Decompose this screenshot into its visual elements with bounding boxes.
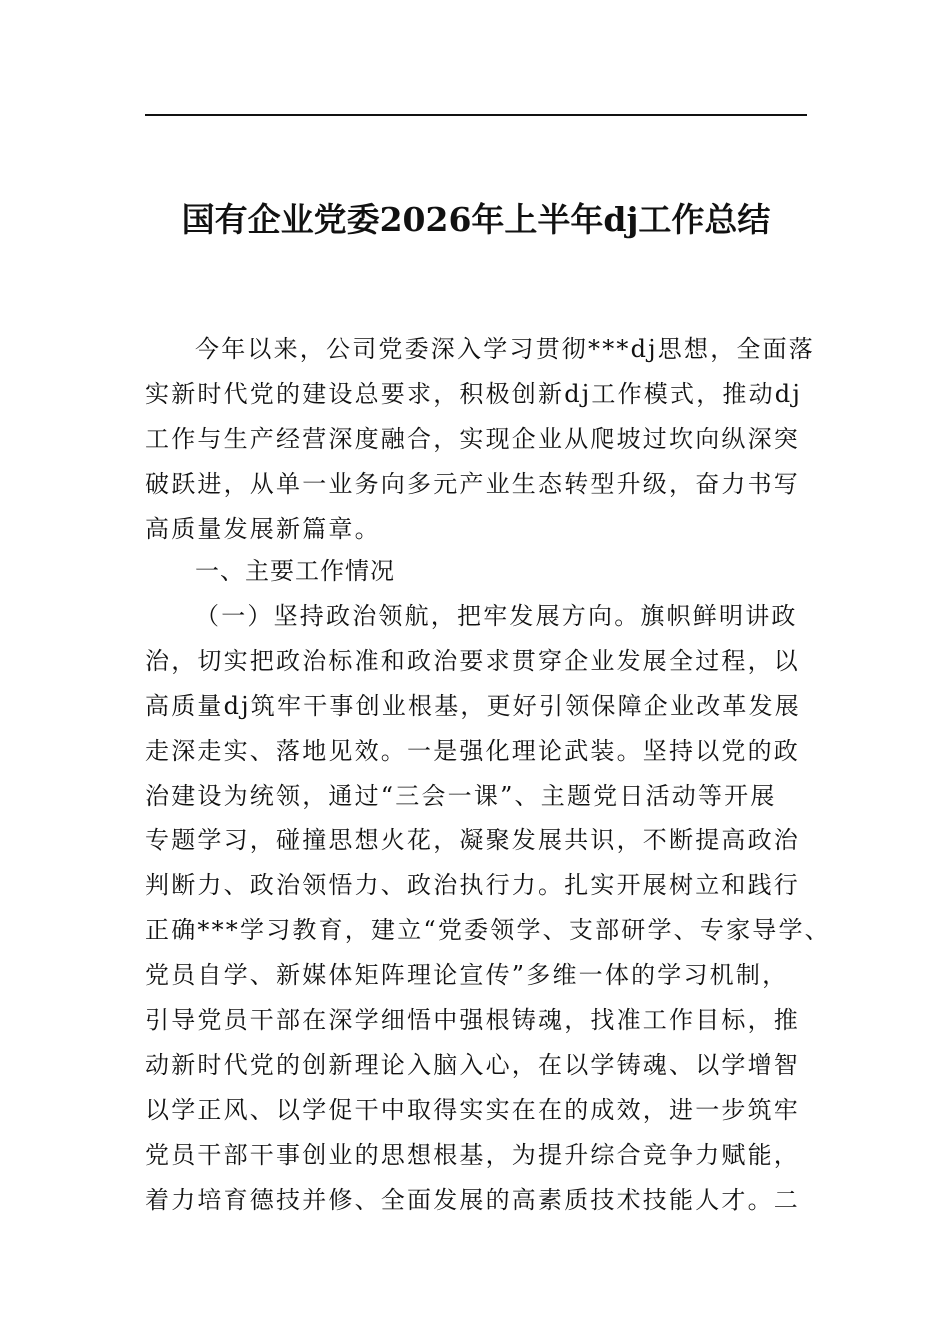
paragraph-line: 判断力、政治领悟力、政治执行力。扎实开展树立和践行 — [145, 871, 800, 900]
paragraph-line: 党员自学、新媒体矩阵理论宣传”多维一体的学习机制， — [145, 961, 789, 990]
paragraph-line: 高质量dj筑牢干事创业根基，更好引领保障企业改革发展 — [145, 691, 802, 720]
section1-paragraph — [145, 594, 831, 1222]
section-heading-container — [145, 549, 807, 594]
paragraph-line: 专题学习，碰撞思想火花，凝聚发展共识，不断提高政治 — [145, 826, 800, 855]
paragraph-line: （一）坚持政治领航，把牢发展方向。旗帜鲜明讲政 — [195, 602, 798, 630]
paragraph-line: 动新时代党的创新理论入脑入心，在以学铸魂、以学增智 — [145, 1050, 800, 1079]
paragraph-line: 治建设为统领，通过“三会一课”、主题党日活动等开展 — [145, 781, 777, 810]
paragraph-line: 实新时代党的建设总要求，积极创新dj工作模式，推动dj — [145, 379, 803, 408]
paragraph-line: 治，切实把政治标准和政治要求贯穿企业发展全过程，以 — [145, 646, 800, 675]
header-rule — [145, 114, 807, 116]
paragraph-line: 高质量发展新篇章。 — [145, 514, 381, 543]
paragraph-line: 以学正风、以学促干中取得实实在在的成效，进一步筑牢 — [145, 1095, 800, 1124]
paragraph-line: 正确***学习教育，建立“党委领学、支部研学、专家导学、 — [145, 916, 831, 945]
intro-paragraph — [145, 327, 816, 551]
paragraph-line: 走深走实、落地见效。一是强化理论武装。坚持以党的政 — [145, 736, 800, 765]
section-heading: 一、主要工作情况 — [195, 557, 395, 585]
paragraph-line: 引导党员干部在深学细悟中强根铸魂，找准工作目标，推 — [145, 1006, 800, 1035]
paragraph-line: 党员干部干事创业的思想根基，为提升综合竞争力赋能， — [145, 1140, 800, 1169]
paragraph-line: 着力培育德技并修、全面发展的高素质技术技能人才。二 — [145, 1185, 800, 1214]
paragraph-line: 破跃进，从单一业务向多元产业生态转型升级，奋力书写 — [145, 469, 800, 498]
paragraph-line: 工作与生产经营深度融合，实现企业从爬坡过坎向纵深突 — [145, 424, 800, 453]
paragraph-line: 今年以来，公司党委深入学习贯彻***dj思想，全面落 — [195, 335, 816, 363]
document-title: 国有企业党委2026年上半年dj工作总结 — [181, 200, 771, 239]
